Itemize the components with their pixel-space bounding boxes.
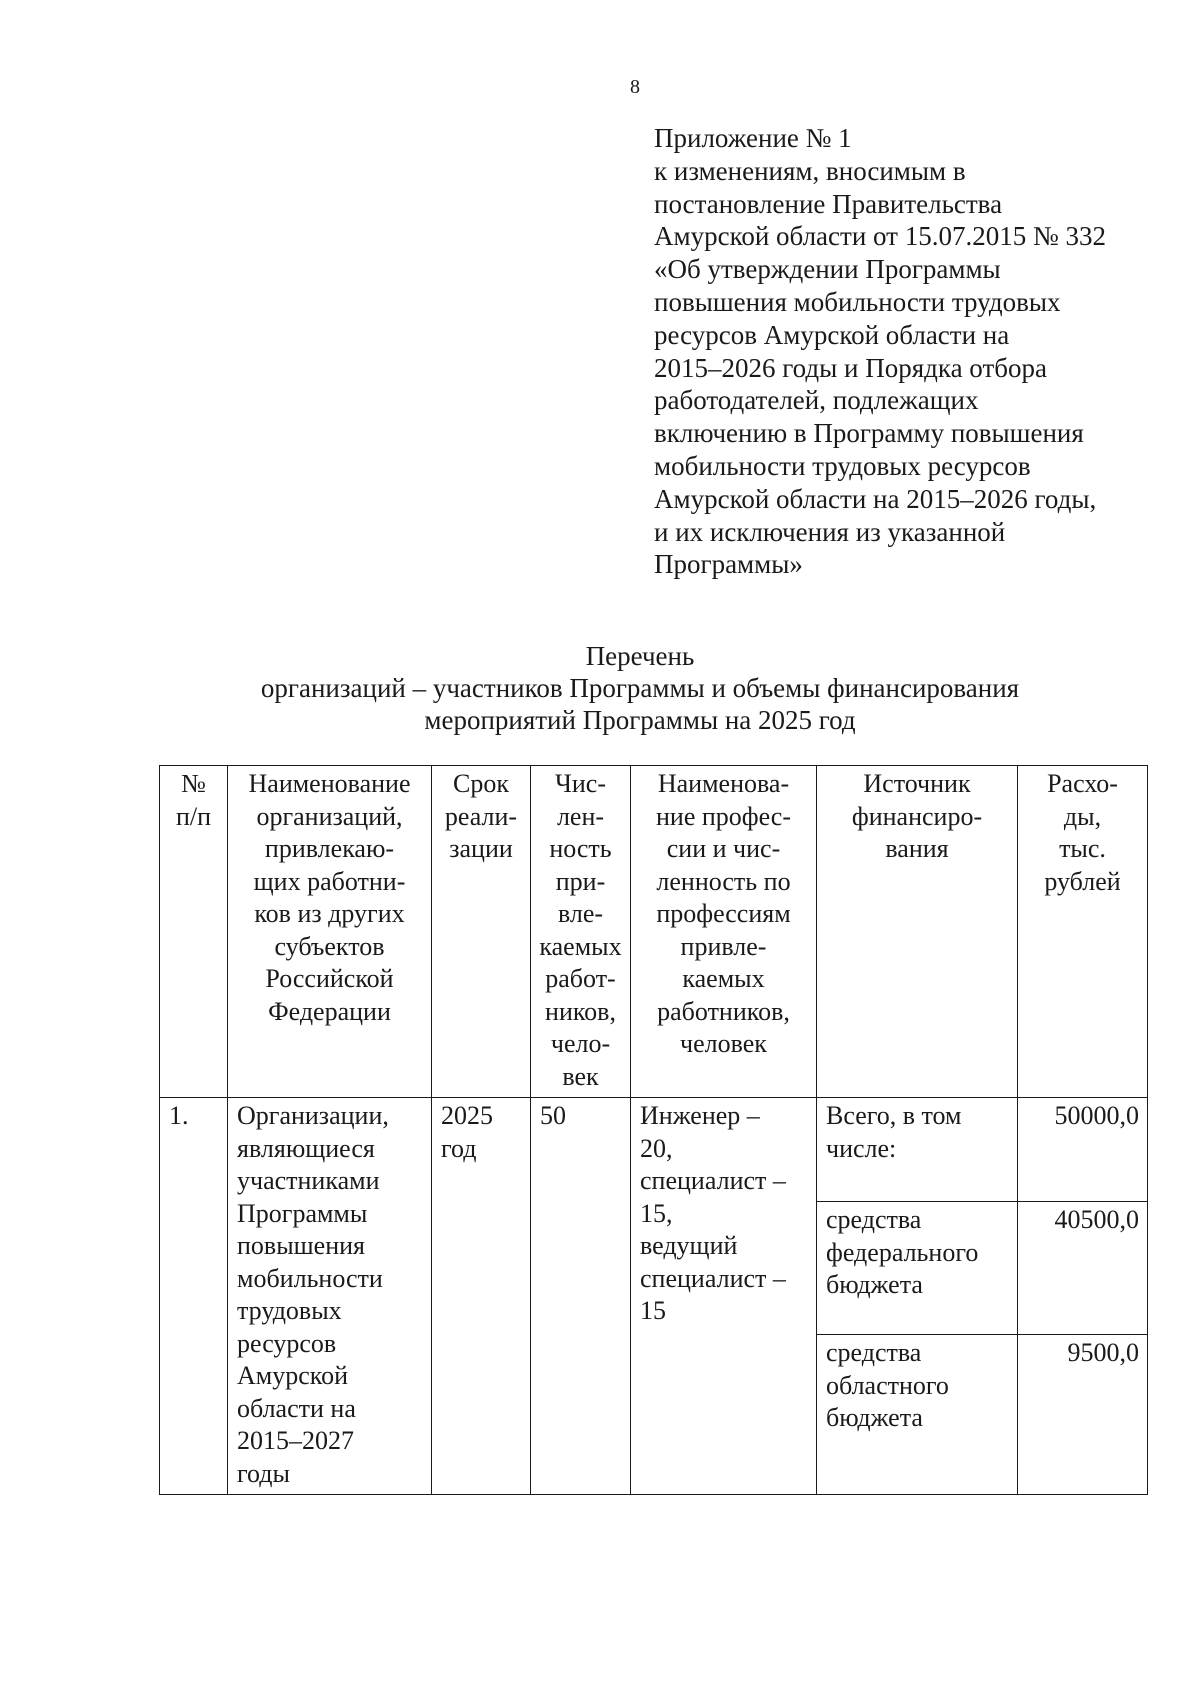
cell-line: являющиеся [237, 1133, 375, 1163]
cell-line: Программы [237, 1198, 368, 1228]
title-line: мероприятий Программы на 2025 год [424, 705, 856, 735]
cell-line: 20, [640, 1133, 673, 1163]
cell-line: профессиям [656, 899, 791, 928]
cell-line: работников, [657, 996, 790, 1026]
cell-term [432, 1098, 531, 1495]
cell-line: год [441, 1133, 477, 1163]
cell-amount-regional: 9500,0 [1018, 1335, 1148, 1495]
cell-line: Инженер – [640, 1101, 760, 1130]
cell-line: работ- [545, 964, 616, 993]
cell-line: ресурсов [237, 1328, 337, 1358]
cell-line: Всего, в том [826, 1101, 962, 1130]
appendix-line: ресурсов Амурской области на [654, 319, 1010, 350]
cell-professions [631, 1098, 817, 1495]
cell-line: Федерации [268, 996, 391, 1026]
cell-line: вания [885, 834, 949, 863]
cell-line: бюджета [826, 1270, 923, 1300]
cell-line: ников, [545, 996, 616, 1026]
cell-line: средства [826, 1338, 922, 1368]
appendix-line: Приложение № 1 [654, 123, 852, 153]
appendix-line: и их исключения из указанной [654, 516, 1006, 547]
cell-line: специалист – [640, 1166, 786, 1195]
appendix-line: включению в Программу повышения [654, 418, 1084, 449]
cell-line: организаций, [256, 801, 403, 831]
cell-line: области на [237, 1393, 356, 1423]
cell-line: ведущий [640, 1231, 738, 1260]
cell-line: Амурской [237, 1361, 348, 1390]
appendix-line: повышения мобильности трудовых [654, 286, 1061, 317]
cell-line: тыс. [1059, 834, 1106, 863]
cell-line: человек [680, 1029, 767, 1058]
cell-line: участниками [237, 1166, 380, 1195]
cell-line: ние профес- [655, 801, 791, 831]
cell-line: № [181, 769, 206, 798]
cell-number: 1. [160, 1098, 228, 1495]
header-organization [228, 766, 432, 1098]
cell-line: привле- [680, 931, 767, 961]
header-number [160, 766, 228, 1098]
cell-line: федерального [826, 1237, 979, 1267]
cell-line: каемых [539, 931, 622, 961]
cell-line: реали- [444, 801, 518, 831]
cell-line: мобильности [237, 1263, 383, 1293]
cell-amount-federal: 40500,0 [1018, 1202, 1148, 1335]
appendix-line: постановление Правительства [654, 188, 1003, 219]
cell-line: бюджета [826, 1403, 923, 1433]
cell-source-federal [817, 1202, 1018, 1335]
cell-line: областного [826, 1370, 949, 1400]
table-row [160, 1098, 1148, 1202]
cell-line: п/п [175, 801, 212, 831]
table-header-row [160, 766, 1148, 1098]
header-expenses [1018, 766, 1148, 1098]
cell-line: при- [555, 866, 606, 896]
cell-line: средства [826, 1205, 922, 1235]
header-count [531, 766, 631, 1098]
cell-line: вле- [557, 899, 604, 928]
appendix-line: «Об утверждении Программы [654, 254, 1001, 285]
cell-line: Чис- [554, 769, 606, 798]
appendix-line: работодателей, подлежащих [654, 385, 979, 416]
title-line: Перечень [585, 641, 695, 671]
cell-line: Наименование [248, 769, 411, 798]
cell-line: повышения [237, 1231, 366, 1260]
header-professions [631, 766, 817, 1098]
cell-line: 15 [640, 1296, 666, 1325]
header-source [817, 766, 1018, 1098]
cell-line: годы [237, 1458, 290, 1488]
cell-line: 2025 [441, 1101, 493, 1130]
cell-source-regional [817, 1335, 1018, 1495]
appendix-note [654, 122, 1174, 581]
participants-table [159, 765, 1148, 1495]
title-line: организаций – участников Программы и объемы финансирования [260, 673, 1020, 703]
cell-count: 50 [531, 1098, 631, 1495]
cell-line: ность [549, 834, 612, 863]
page-number: 8 [630, 76, 640, 98]
cell-line: щих работни- [253, 866, 406, 896]
document-title [160, 640, 1120, 736]
cell-organization [228, 1098, 432, 1495]
header-term [432, 766, 531, 1098]
cell-line: чело- [550, 1029, 611, 1058]
cell-line: век [562, 1061, 599, 1091]
cell-line: привлекаю- [264, 834, 395, 863]
cell-line: трудовых [237, 1296, 342, 1325]
appendix-line: мобильности трудовых ресурсов [654, 450, 1031, 481]
cell-line: специалист – [640, 1263, 786, 1293]
cell-line: Организации, [237, 1101, 389, 1130]
cell-source-total [817, 1098, 1018, 1202]
cell-line: каемых [682, 964, 765, 993]
cell-line: ков из других [254, 899, 405, 928]
cell-line: лен- [556, 801, 605, 831]
appendix-line: 2015–2026 годы и Порядка отбора [654, 352, 1047, 383]
cell-line: субъектов [274, 931, 385, 961]
cell-line: Срок [453, 769, 509, 798]
appendix-line: Амурской области от 15.07.2015 № 332 [654, 221, 1106, 252]
cell-line: рублей [1044, 866, 1121, 896]
cell-line: зации [449, 834, 513, 863]
appendix-line: Программы» [654, 549, 803, 580]
cell-line: сии и чис- [666, 834, 781, 863]
cell-line: 2015–2027 [237, 1426, 354, 1455]
appendix-line: Амурской области на 2015–2026 годы, [654, 483, 1097, 514]
appendix-line: к изменениям, вносимым в [654, 155, 966, 186]
cell-line: Источник [863, 769, 971, 798]
cell-line: Расхо- [1047, 769, 1118, 798]
cell-line: финансиро- [851, 801, 983, 831]
cell-line: числе: [826, 1133, 897, 1163]
cell-line: 15, [640, 1198, 673, 1228]
cell-line: ды, [1063, 801, 1102, 831]
cell-line: ленность по [656, 866, 791, 896]
cell-amount-total: 50000,0 [1018, 1098, 1148, 1202]
cell-line: Наименова- [657, 769, 790, 798]
cell-line: Российской [265, 964, 394, 993]
